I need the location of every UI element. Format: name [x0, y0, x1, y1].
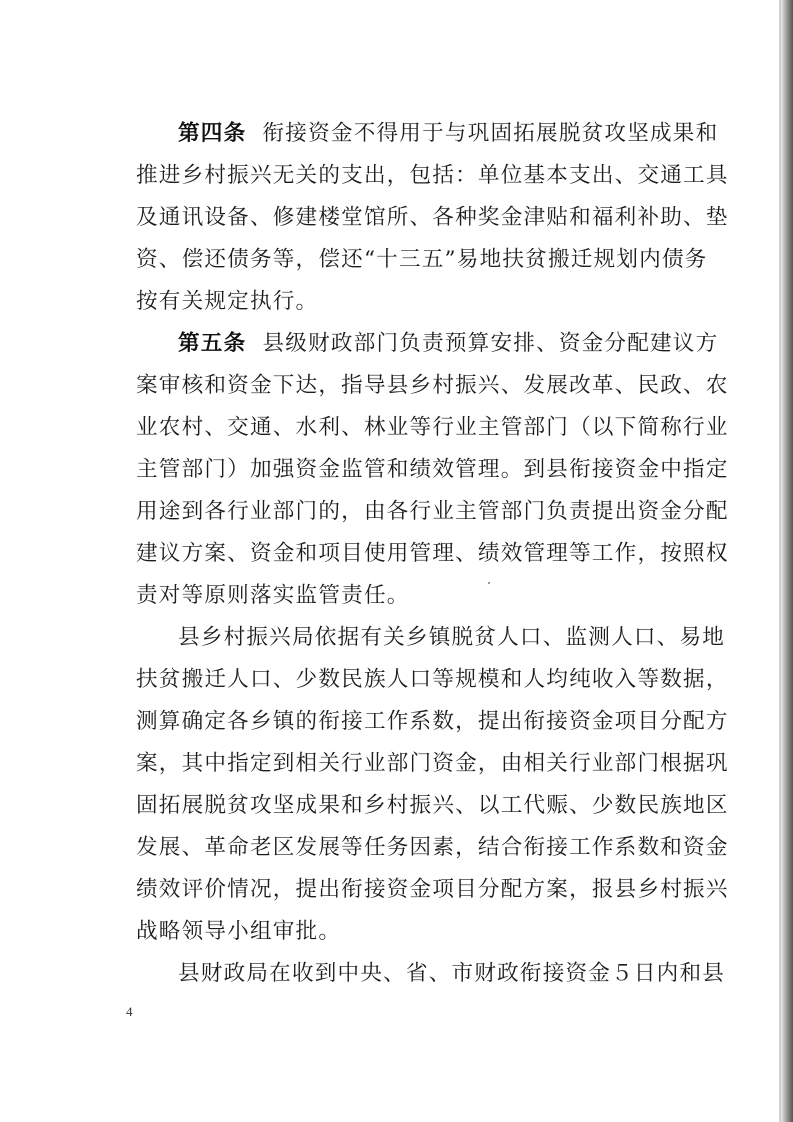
article-4-line-3: 及通讯设备、修建楼堂馆所、各种奖金津贴和福利补助、垫 — [136, 205, 729, 230]
article-5-line-2: 案审核和资金下达，指导县乡村振兴、发展改革、民政、农 — [136, 373, 729, 398]
paragraph-3-line-5: 固拓展脱贫攻坚成果和乡村振兴、以工代赈、少数民族地区 — [136, 793, 729, 818]
paragraph-3-line-4: 案，其中指定到相关行业部门资金，由相关行业部门根据巩 — [136, 751, 729, 776]
scan-speck — [488, 582, 490, 584]
paragraph-3-line-8: 战略领导小组审批。 — [136, 919, 342, 944]
article-5-line-3: 业农村、交通、水利、林业等行业主管部门（以下简称行业 — [136, 415, 729, 440]
article-5-line-1 — [178, 329, 718, 359]
paragraph-3-line-2: 扶贫搬迁人口、少数民族人口等规模和人均纯收入等数据， — [136, 667, 729, 692]
article-4-line-5: 按有关规定执行。 — [136, 289, 319, 314]
paragraph-4-line-1: 县财政局在收到中央、省、市财政衔接资金５日内和县 — [178, 961, 726, 986]
article-5-line-4: 主管部门）加强资金监管和绩效管理。到县衔接资金中指定 — [136, 457, 729, 482]
page-number: 4 — [126, 1004, 133, 1019]
article-4-heading: 第四条 — [178, 121, 247, 146]
paragraph-3-line-1: 县乡村振兴局依据有关乡镇脱贫人口、监测人口、易地 — [178, 625, 726, 650]
paragraph-3-line-6: 发展、革命老区发展等任务因素，结合衔接工作系数和资金 — [136, 835, 729, 860]
article-5-heading: 第五条 — [178, 331, 247, 356]
article-5-text: 县级财政部门负责预算安排、资金分配建议方 — [246, 331, 719, 356]
article-4-line-1 — [178, 119, 718, 149]
article-5-line-5: 用途到各行业部门的，由各行业主管部门负责提出资金分配 — [136, 499, 729, 524]
article-5-line-6: 建议方案、资金和项目使用管理、绩效管理等工作，按照权 — [136, 541, 729, 566]
article-4-line-2: 推进乡村振兴无关的支出，包括：单位基本支出、交通工具 — [136, 163, 729, 188]
article-4-text: 衔接资金不得用于与巩固拓展脱贫攻坚成果和 — [246, 121, 719, 146]
article-4-line-4: 资、偿还债务等，偿还“十三五”易地扶贫搬迁规划内债务 — [136, 247, 708, 272]
scan-border — [781, 0, 793, 1122]
article-5-line-7: 责对等原则落实监管责任。 — [136, 583, 410, 608]
paragraph-3-line-3: 测算确定各乡镇的衔接工作系数，提出衔接资金项目分配方 — [136, 709, 729, 734]
paragraph-3-line-7: 绩效评价情况，提出衔接资金项目分配方案，报县乡村振兴 — [136, 877, 729, 902]
